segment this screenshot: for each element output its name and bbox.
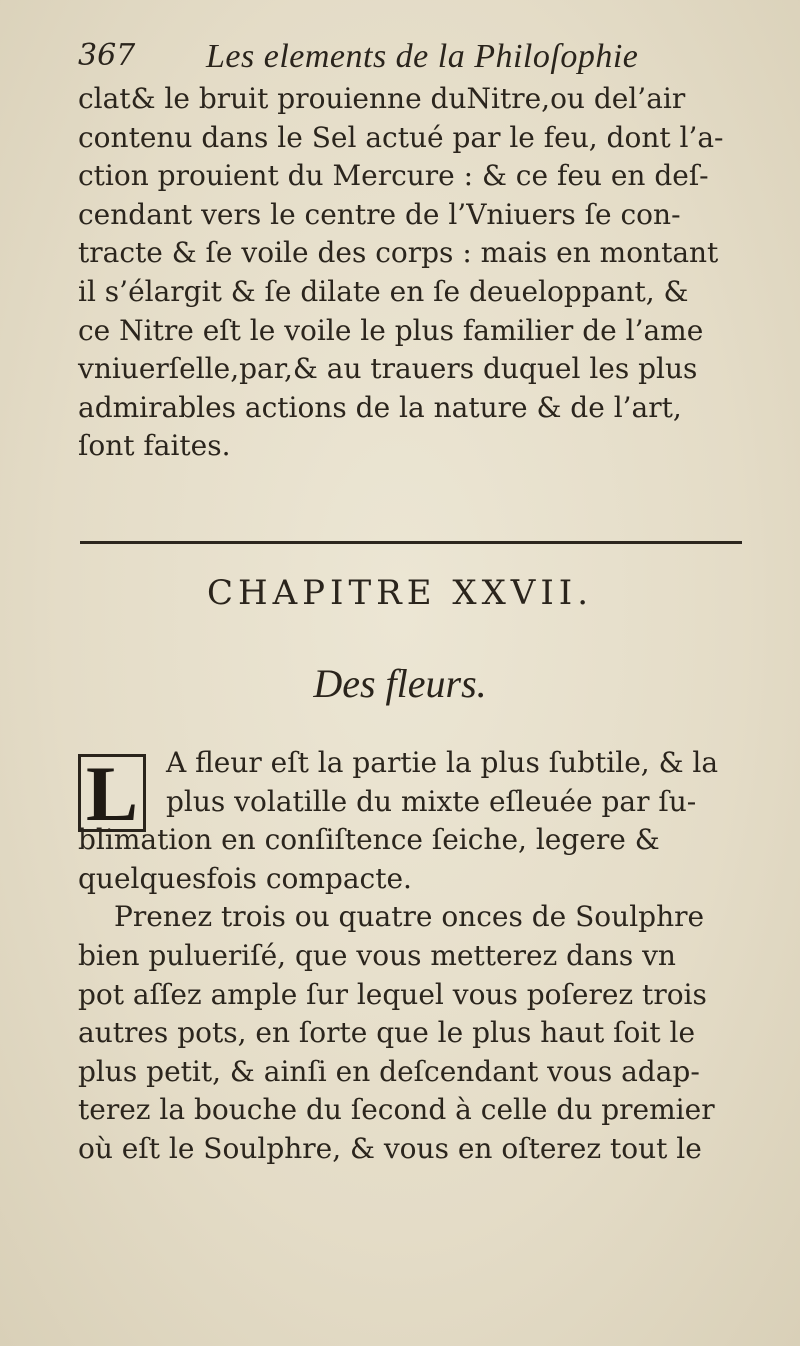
text-line: vniuerſelle,par,& au trauers duquel les plus: [78, 352, 698, 386]
running-head: [78, 34, 718, 80]
text-line: admirables actions de la nature & de l’art,: [78, 390, 682, 424]
text-line: ce Nitre eſt le voile le plus familier de l’ame: [78, 313, 704, 347]
text-line: Prenez trois ou quatre onces de Soulphre: [114, 900, 705, 934]
dropcap-letter: L: [85, 750, 139, 837]
text-line: terez la bouche du ſecond à celle du premier: [78, 1093, 715, 1127]
text-line: autres pots, en ſorte que le plus haut ſoit le: [78, 1016, 696, 1050]
page-number: 367: [78, 38, 136, 73]
text-line: tracte & ſe voile des corps : mais en montant: [78, 236, 719, 270]
section-divider: [80, 541, 742, 544]
running-title: Les elements de la Philoſophie: [206, 38, 639, 75]
text-line: clat& le bruit prouienne duNitre,ou del’air: [78, 82, 686, 115]
text-line: cendant vers le centre de l’Vniuers ſe con-: [78, 197, 681, 231]
text-line: plus petit, & ainſi en deſcendant vous adap-: [78, 1054, 700, 1088]
continued-paragraph: [78, 80, 788, 466]
text-line: blimation en conſiſtence ſeiche, legere &: [78, 823, 660, 857]
text-line: plus volatille du mixte eſleuée par ſu-: [166, 784, 697, 818]
chapter-heading: CHAPITRE XXVII.: [206, 573, 594, 613]
text-line: où eſt le Soulphre, & vous en oſterez tout le: [78, 1131, 702, 1165]
text-line: quelquesfois compacte.: [78, 861, 412, 895]
text-line: contenu dans le Sel actué par le feu, dont l’a-: [78, 120, 724, 154]
text-line: pot aſſez ample ſur lequel vous poſerez trois: [78, 977, 707, 1011]
chapter-title: Des fleurs.: [313, 661, 487, 706]
text-line: ction prouient du Mercure : & ce feu en deſ-: [78, 159, 709, 193]
text-line: A fleur eſt la partie la plus ſubtile, & la: [166, 746, 719, 779]
text-line: ſont faites.: [78, 429, 231, 463]
text-line: bien pulueriſé, que vous metterez dans vn: [78, 938, 676, 972]
text-line: il s’élargit & ſe dilate en ſe deueloppant, &: [78, 274, 689, 308]
chapter-body: [78, 744, 788, 1169]
